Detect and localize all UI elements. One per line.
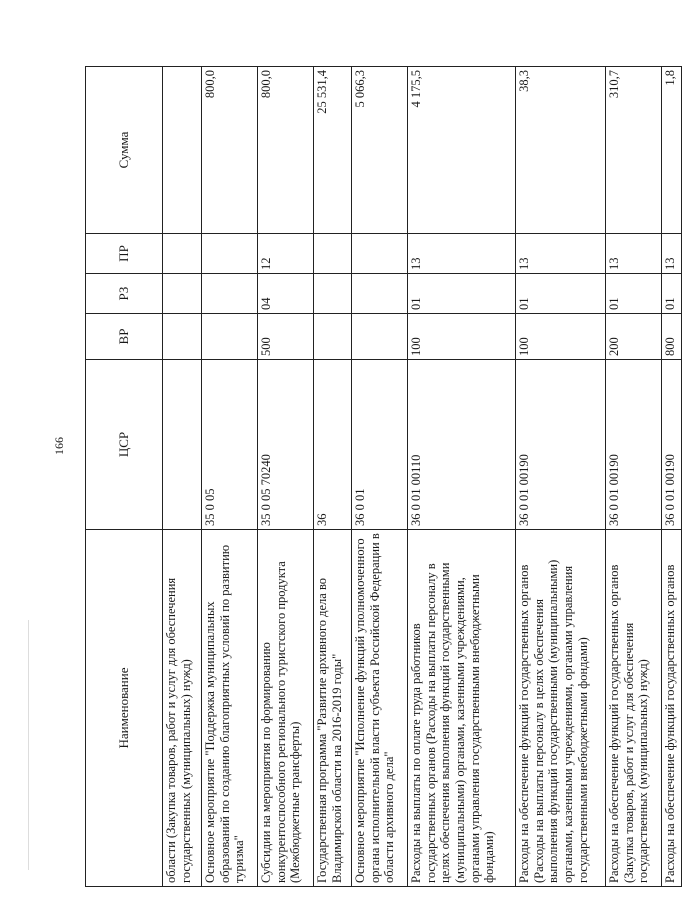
table-row [258,67,314,887]
row-vr: 800 [662,314,682,360]
row-name: Расходы на обеспечение функций государственных органов (Закупка товаров, работ и услуг для обеспечения государственных (муниципальных) нужд) [606,530,662,887]
row-vr: 100 [408,314,516,360]
row-csr: 36 [314,360,352,530]
row-csr: 36 0 01 00190 [516,360,606,530]
row-csr: 35 0 05 70240 [258,360,314,530]
header-name: Наименование [86,530,163,887]
row-vr: 100 [516,314,606,360]
row-pr [352,234,408,274]
row-rz [202,274,258,314]
row-rz [352,274,408,314]
row-rz: 01 [606,274,662,314]
header-rz: РЗ [86,274,163,314]
row-rz: 01 [408,274,516,314]
row-rz: 04 [258,274,314,314]
table-row [352,67,408,887]
row-sum: 800,0 [202,67,258,234]
page-number: 166 [52,437,66,455]
row-csr: 36 0 01 00190 [662,360,682,530]
row-sum: 38,3 [516,67,606,234]
row-name: Расходы на обеспечение функций государственных органов [662,530,682,887]
row-rz [163,274,202,314]
row-pr: 13 [606,234,662,274]
row-csr: 36 0 01 [352,360,408,530]
row-rz [314,274,352,314]
row-pr: 12 [258,234,314,274]
table-row [314,67,352,887]
row-rz: 01 [516,274,606,314]
table-row [606,67,662,887]
row-csr: 35 0 05 [202,360,258,530]
row-pr [202,234,258,274]
header-csr: ЦСР [86,360,163,530]
row-pr: 13 [662,234,682,274]
row-sum: 1,8 [662,67,682,234]
scan-shadow-line [28,620,29,870]
row-sum: 800,0 [258,67,314,234]
row-pr [314,234,352,274]
row-vr [314,314,352,360]
row-csr [163,360,202,530]
row-pr [163,234,202,274]
row-csr: 36 0 01 00110 [408,360,516,530]
row-name: Государственная программа "Развитие архивного дела во Владимирской области на 2016-2019 годы" [314,530,352,887]
row-pr: 13 [516,234,606,274]
row-pr: 13 [408,234,516,274]
row-sum: 5 066,3 [352,67,408,234]
row-name: Основное мероприятие "Исполнение функций уполномоченного органа исполнительной власти субъекта Российской Федерации в области архивного дела" [352,530,408,887]
row-name: Расходы на обеспечение функций государственных органов (Расходы на выплаты персоналу в целях обеспечения выполнения функций государственными (муниципальными) органами, казенными учреждениями, органами управления государственными внебюджетными фондами) [516,530,606,887]
budget-table [85,66,682,887]
table-row [516,67,606,887]
row-vr: 500 [258,314,314,360]
budget-table-sheet [85,67,677,887]
row-vr [352,314,408,360]
row-vr [202,314,258,360]
row-sum: 310,7 [606,67,662,234]
row-csr: 36 0 01 00190 [606,360,662,530]
row-sum [163,67,202,234]
header-sum: Сумма [86,67,163,234]
row-sum: 25 531,4 [314,67,352,234]
table-row [163,67,202,887]
row-name: Основное мероприятие "Поддержка муниципальных образований по созданию благоприятных условий по развитию туризма" [202,530,258,887]
row-vr: 200 [606,314,662,360]
row-name: Расходы на выплаты по оплате труда работников государственных органов (Расходы на выплаты персоналу в целях обеспечения выполнения функций государственными (муниципальными) органами, казенными учреждениями, органами управления государственными внебюджетными фондами) [408,530,516,887]
table-row [202,67,258,887]
header-row [86,67,163,887]
row-vr [163,314,202,360]
header-pr: ПР [86,234,163,274]
table-row [662,67,682,887]
header-vr: ВР [86,314,163,360]
row-rz: 01 [662,274,682,314]
row-sum: 4 175,5 [408,67,516,234]
row-name: Субсидии на мероприятия по формированию конкурентоспособного регионального туристского продукта (Межбюджетные трансферты) [258,530,314,887]
row-name: области (Закупка товаров, работ и услуг для обеспечения государственных (муниципальных) нужд) [163,530,202,887]
table-row [408,67,516,887]
